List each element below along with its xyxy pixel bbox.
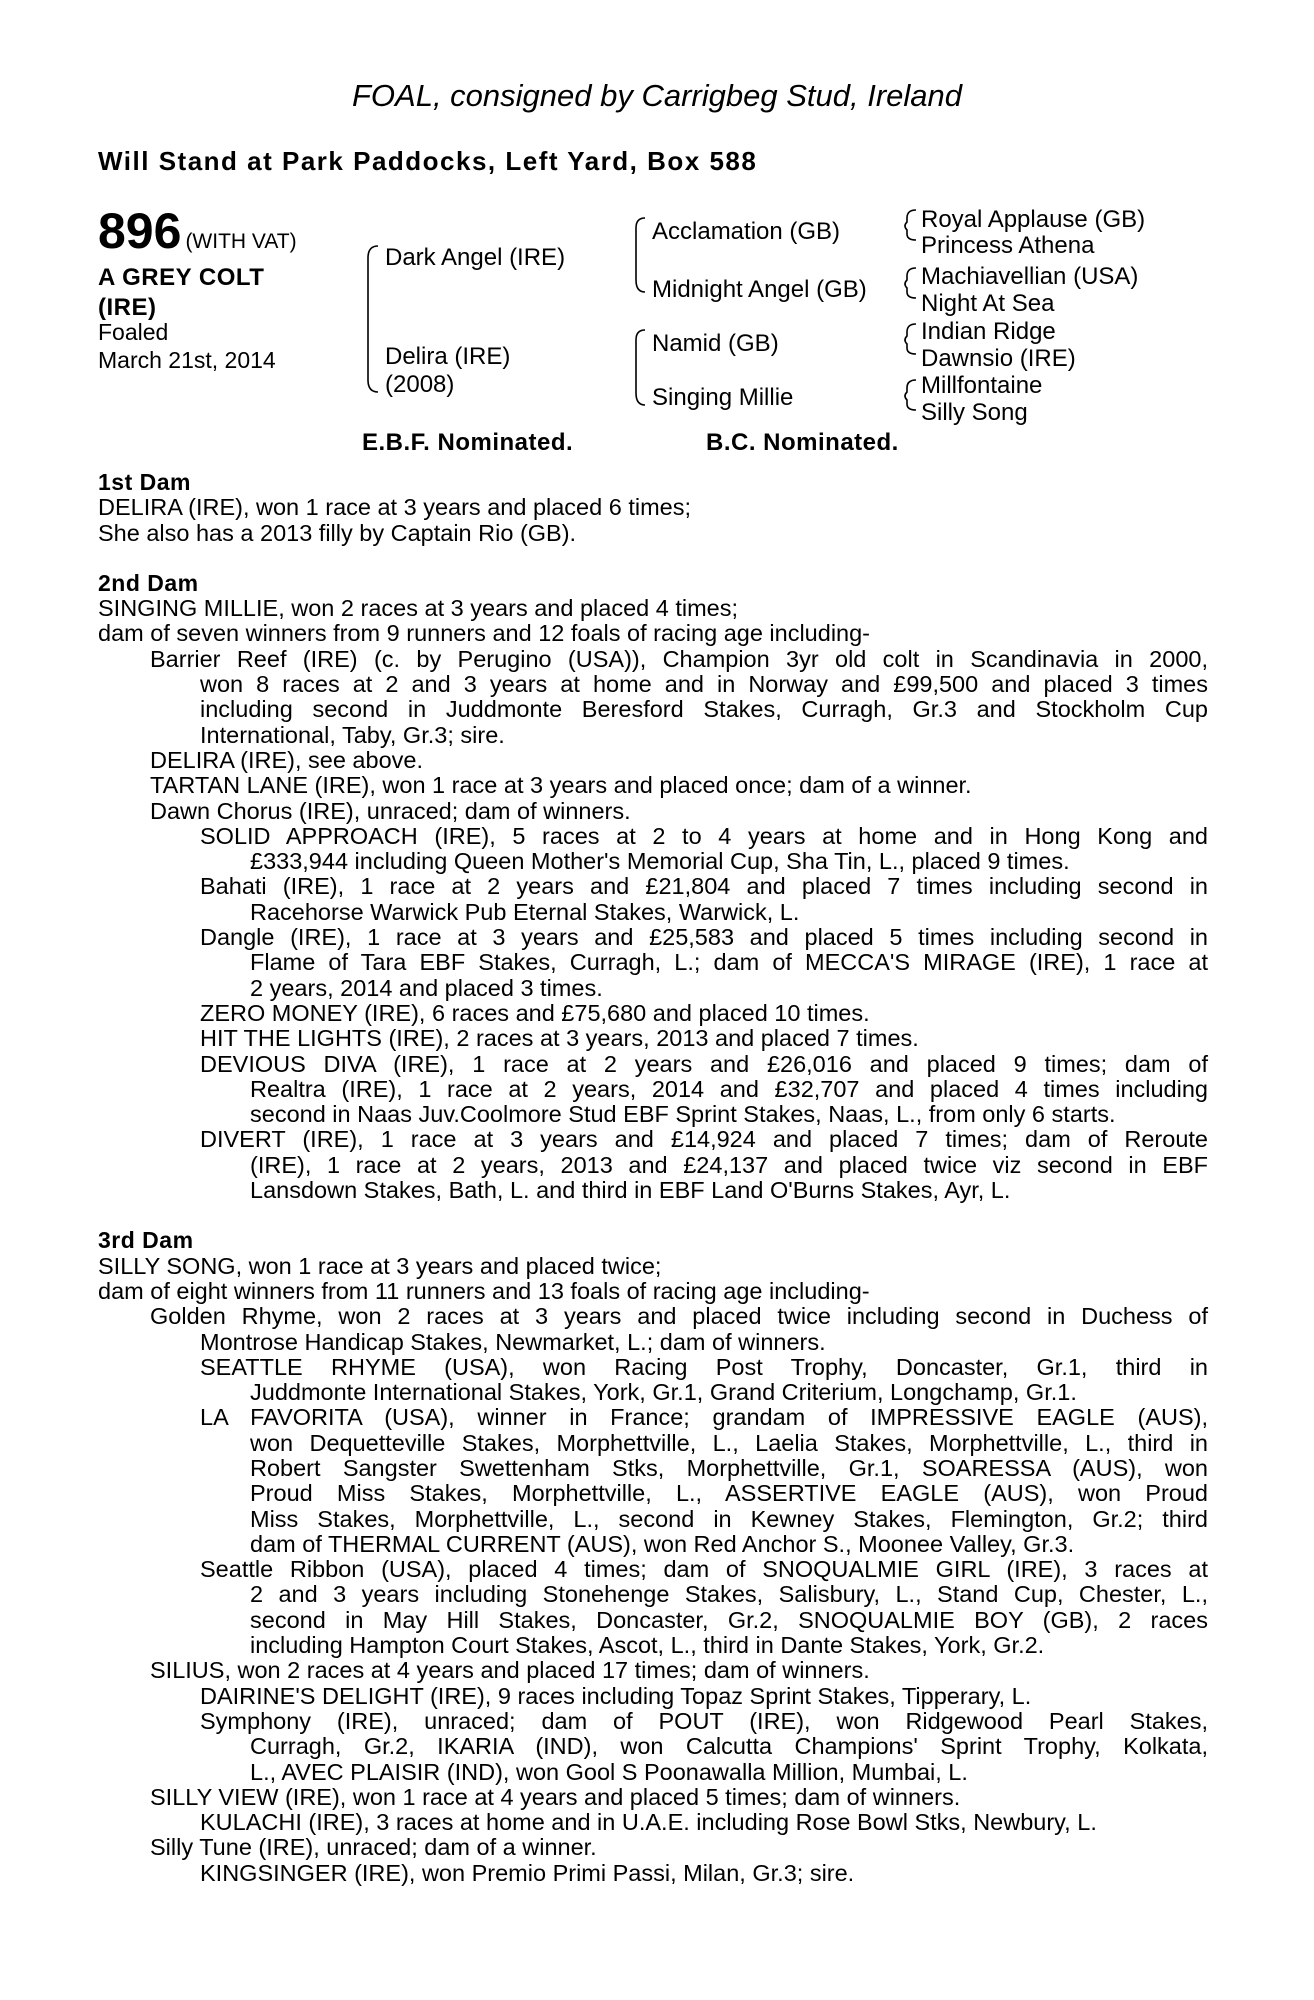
la-favorita-line: Robert Sangster Swettenham Stks, Morphettville, Gr.1, SOARESSA (AUS), won — [250, 1454, 1208, 1481]
seattle-rhyme-line: Juddmonte International Stakes, York, Gr.1, Grand Criterium, Longchamp, Gr.1. — [250, 1379, 1077, 1406]
barrier-reef-line: won 8 races at 2 and 3 years at home and in Norway and £99,500 and placed 3 times — [200, 671, 1208, 698]
symphony-line: Curragh, Gr.2, IKARIA (IND), won Calcutta Champions' Sprint Trophy, Kolkata, — [250, 1733, 1208, 1760]
seattle-ribbon-line: including Hampton Court Stakes, Ascot, L., third in Dante Stakes, York, Gr.2. — [250, 1632, 1045, 1659]
dairines-delight-line: DAIRINE'S DELIGHT (IRE), 9 races including Topaz Sprint Stakes, Tipperary, L. — [200, 1682, 1032, 1709]
la-favorita-line: Proud Miss Stakes, Morphettville, L., ASSERTIVE EAGLE (AUS), won Proud — [250, 1480, 1208, 1507]
dam-year: (2008) — [385, 371, 455, 398]
g3-bracket — [905, 324, 916, 354]
third-dam-heading: 3rd Dam — [98, 1227, 194, 1254]
vat-label: (WITH VAT) — [185, 230, 297, 253]
hit-the-lights-line: HIT THE LIGHTS (IRE), 2 races at 3 years, 2013 and placed 7 times. — [200, 1025, 919, 1052]
zero-money-line: ZERO MONEY (IRE), 6 races and £75,680 and placed 10 times. — [200, 999, 870, 1026]
ebf-nominated: E.B.F. Nominated. — [362, 429, 574, 456]
dangle-line: Flame of Tara EBF Stakes, Curragh, L.; dam of MECCA'S MIRAGE (IRE), 1 race at — [250, 949, 1208, 976]
tartan-lane-line: TARTAN LANE (IRE), won 1 race at 3 years and placed once; dam of a winner. — [150, 772, 972, 799]
third-dam-line-2: dam of eight winners from 11 runners and 13 foals of racing age including- — [98, 1277, 870, 1304]
barrier-reef-line: International, Taby, Gr.3; sire. — [200, 721, 505, 748]
divert-line: (IRE), 1 race at 2 years, 2013 and £24,137 and placed twice viz second in EBF — [250, 1151, 1208, 1178]
first-dam-heading: 1st Dam — [98, 469, 191, 495]
dawn-chorus-line: Dawn Chorus (IRE), unraced; dam of winners. — [150, 797, 631, 824]
grandsire-6: Dawnsio (IRE) — [921, 345, 1076, 372]
devious-diva-line: DEVIOUS DIVA (IRE), 1 race at 2 years and £26,016 and placed 9 times; dam of — [200, 1050, 1208, 1077]
barrier-reef-line: including second in Juddmonte Beresford Stakes, Curragh, Gr.3 and Stockholm Cup — [200, 696, 1208, 723]
divert-line: Lansdown Stakes, Bath, L. and third in EBF Land O'Burns Stakes, Ayr, L. — [250, 1177, 1011, 1204]
lot-number: 896 — [98, 203, 182, 259]
first-dam-line-2: She also has a 2013 filly by Captain Rio (GB). — [98, 519, 577, 546]
seattle-rhyme-line: SEATTLE RHYME (USA), won Racing Post Trophy, Doncaster, Gr.1, third in — [200, 1353, 1208, 1380]
g2-bracket — [905, 268, 916, 298]
grandsire-1: Royal Applause (GB) — [921, 206, 1146, 233]
stand-location: Will Stand at Park Paddocks, Left Yard, Box 588 — [98, 146, 758, 176]
second-dam-line-1: SINGING MILLIE, won 2 races at 3 years and placed 4 times; — [98, 595, 739, 622]
bc-nominated: B.C. Nominated. — [706, 429, 899, 456]
golden-rhyme-line: Golden Rhyme, won 2 races at 3 years and placed twice including second in Duchess of — [150, 1303, 1208, 1330]
lot-origin: (IRE) — [98, 294, 157, 321]
consignor-line: FOAL, consigned by Carrigbeg Stud, Ireland — [351, 78, 962, 113]
seattle-ribbon-line: 2 and 3 years including Stonehenge Stakes, Salisbury, L., Stand Cup, Chester, L., — [250, 1581, 1208, 1608]
dangle-line: 2 years, 2014 and placed 3 times. — [250, 974, 603, 1001]
sire-line-bracket — [636, 218, 645, 292]
lot-sex: A GREY COLT — [98, 264, 265, 291]
first-dam-line-1: DELIRA (IRE), won 1 race at 3 years and placed 6 times; — [98, 494, 691, 521]
seattle-ribbon-line: second in May Hill Stakes, Doncaster, Gr.2, SNOQUALMIE BOY (GB), 2 races — [250, 1606, 1208, 1633]
dam-name: Delira (IRE) — [385, 343, 511, 370]
barrier-reef-line: Barrier Reef (IRE) (c. by Perugino (USA)), Champion 3yr old colt in Scandinavia in 2000, — [150, 645, 1208, 672]
catalogue-body — [98, 470, 1208, 1886]
grandsire-4: Night At Sea — [921, 290, 1055, 317]
delira-line: DELIRA (IRE), see above. — [150, 746, 423, 773]
silly-tune-line: Silly Tune (IRE), unraced; dam of a winner. — [150, 1834, 597, 1861]
dam-dam: Singing Millie — [652, 384, 794, 411]
devious-diva-line: second in Naas Juv.Coolmore Stud EBF Sprint Stakes, Naas, L., from only 6 starts. — [250, 1101, 1116, 1128]
solid-approach-line: SOLID APPROACH (IRE), 5 races at 2 to 4 years at home and in Hong Kong and — [200, 822, 1208, 849]
seattle-ribbon-line: Seattle Ribbon (USA), placed 4 times; dam of SNOQUALMIE GIRL (IRE), 3 races at — [200, 1556, 1208, 1583]
devious-diva-line: Realtra (IRE), 1 race at 2 years, 2014 and £32,707 and placed 4 times including — [250, 1075, 1208, 1102]
la-favorita-line: dam of THERMAL CURRENT (AUS), won Red Anchor S., Moonee Valley, Gr.3. — [250, 1530, 1075, 1557]
second-dam-heading: 2nd Dam — [98, 569, 199, 596]
sire-sire: Acclamation (GB) — [652, 218, 841, 245]
dam-sire: Namid (GB) — [652, 330, 779, 357]
foaled-date: March 21st, 2014 — [98, 347, 276, 373]
foaled-label: Foaled — [98, 319, 169, 345]
bahati-line: Bahati (IRE), 1 race at 2 years and £21,804 and placed 7 times including second in — [200, 873, 1208, 900]
second-dam-line-2: dam of seven winners from 9 runners and 12 foals of racing age including- — [98, 620, 871, 647]
sire-name: Dark Angel (IRE) — [385, 244, 566, 271]
g4-bracket — [905, 380, 916, 410]
sire-dam-bracket — [368, 246, 378, 392]
grandsire-5: Indian Ridge — [921, 318, 1056, 345]
dam-line-bracket — [636, 330, 645, 405]
la-favorita-line: Miss Stakes, Morphettville, L., second in Kewney Stakes, Flemington, Gr.2; third — [250, 1505, 1208, 1532]
grandsire-8: Silly Song — [921, 399, 1028, 426]
third-dam-line-1: SILLY SONG, won 1 race at 3 years and placed twice; — [98, 1252, 662, 1279]
g1-bracket — [905, 210, 916, 240]
symphony-line: L., AVEC PLAISIR (IND), won Gool S Poonawalla Million, Mumbai, L. — [250, 1758, 968, 1785]
symphony-line: Symphony (IRE), unraced; dam of POUT (IRE), won Ridgewood Pearl Stakes, — [200, 1707, 1208, 1734]
kulachi-line: KULACHI (IRE), 3 races at home and in U.A.E. including Rose Bowl Stks, Newbury, L. — [200, 1809, 1097, 1836]
dangle-line: Dangle (IRE), 1 race at 3 years and £25,583 and placed 5 times including second in — [200, 924, 1208, 951]
solid-approach-line: £333,944 including Queen Mother's Memorial Cup, Sha Tin, L., placed 9 times. — [250, 848, 1070, 875]
grandsire-3: Machiavellian (USA) — [921, 263, 1139, 290]
silly-view-line: SILLY VIEW (IRE), won 1 race at 4 years and placed 5 times; dam of winners. — [150, 1783, 961, 1810]
grandsire-2: Princess Athena — [921, 232, 1095, 259]
silius-line: SILIUS, won 2 races at 4 years and placed 17 times; dam of winners. — [150, 1657, 870, 1684]
kingsinger-line: KINGSINGER (IRE), won Premio Primi Passi, Milan, Gr.3; sire. — [200, 1859, 855, 1886]
golden-rhyme-line: Montrose Handicap Stakes, Newmarket, L.; dam of winners. — [200, 1328, 826, 1355]
grandsire-7: Millfontaine — [921, 372, 1043, 399]
divert-line: DIVERT (IRE), 1 race at 3 years and £14,924 and placed 7 times; dam of Reroute — [200, 1126, 1208, 1153]
la-favorita-line: LA FAVORITA (USA), winner in France; grandam of IMPRESSIVE EAGLE (AUS), — [200, 1404, 1208, 1431]
la-favorita-line: won Dequetteville Stakes, Morphettville, L., Laelia Stakes, Morphettville, L., third in — [250, 1429, 1208, 1456]
sire-dam: Midnight Angel (GB) — [652, 276, 867, 303]
bahati-line: Racehorse Warwick Pub Eternal Stakes, Warwick, L. — [250, 898, 800, 925]
